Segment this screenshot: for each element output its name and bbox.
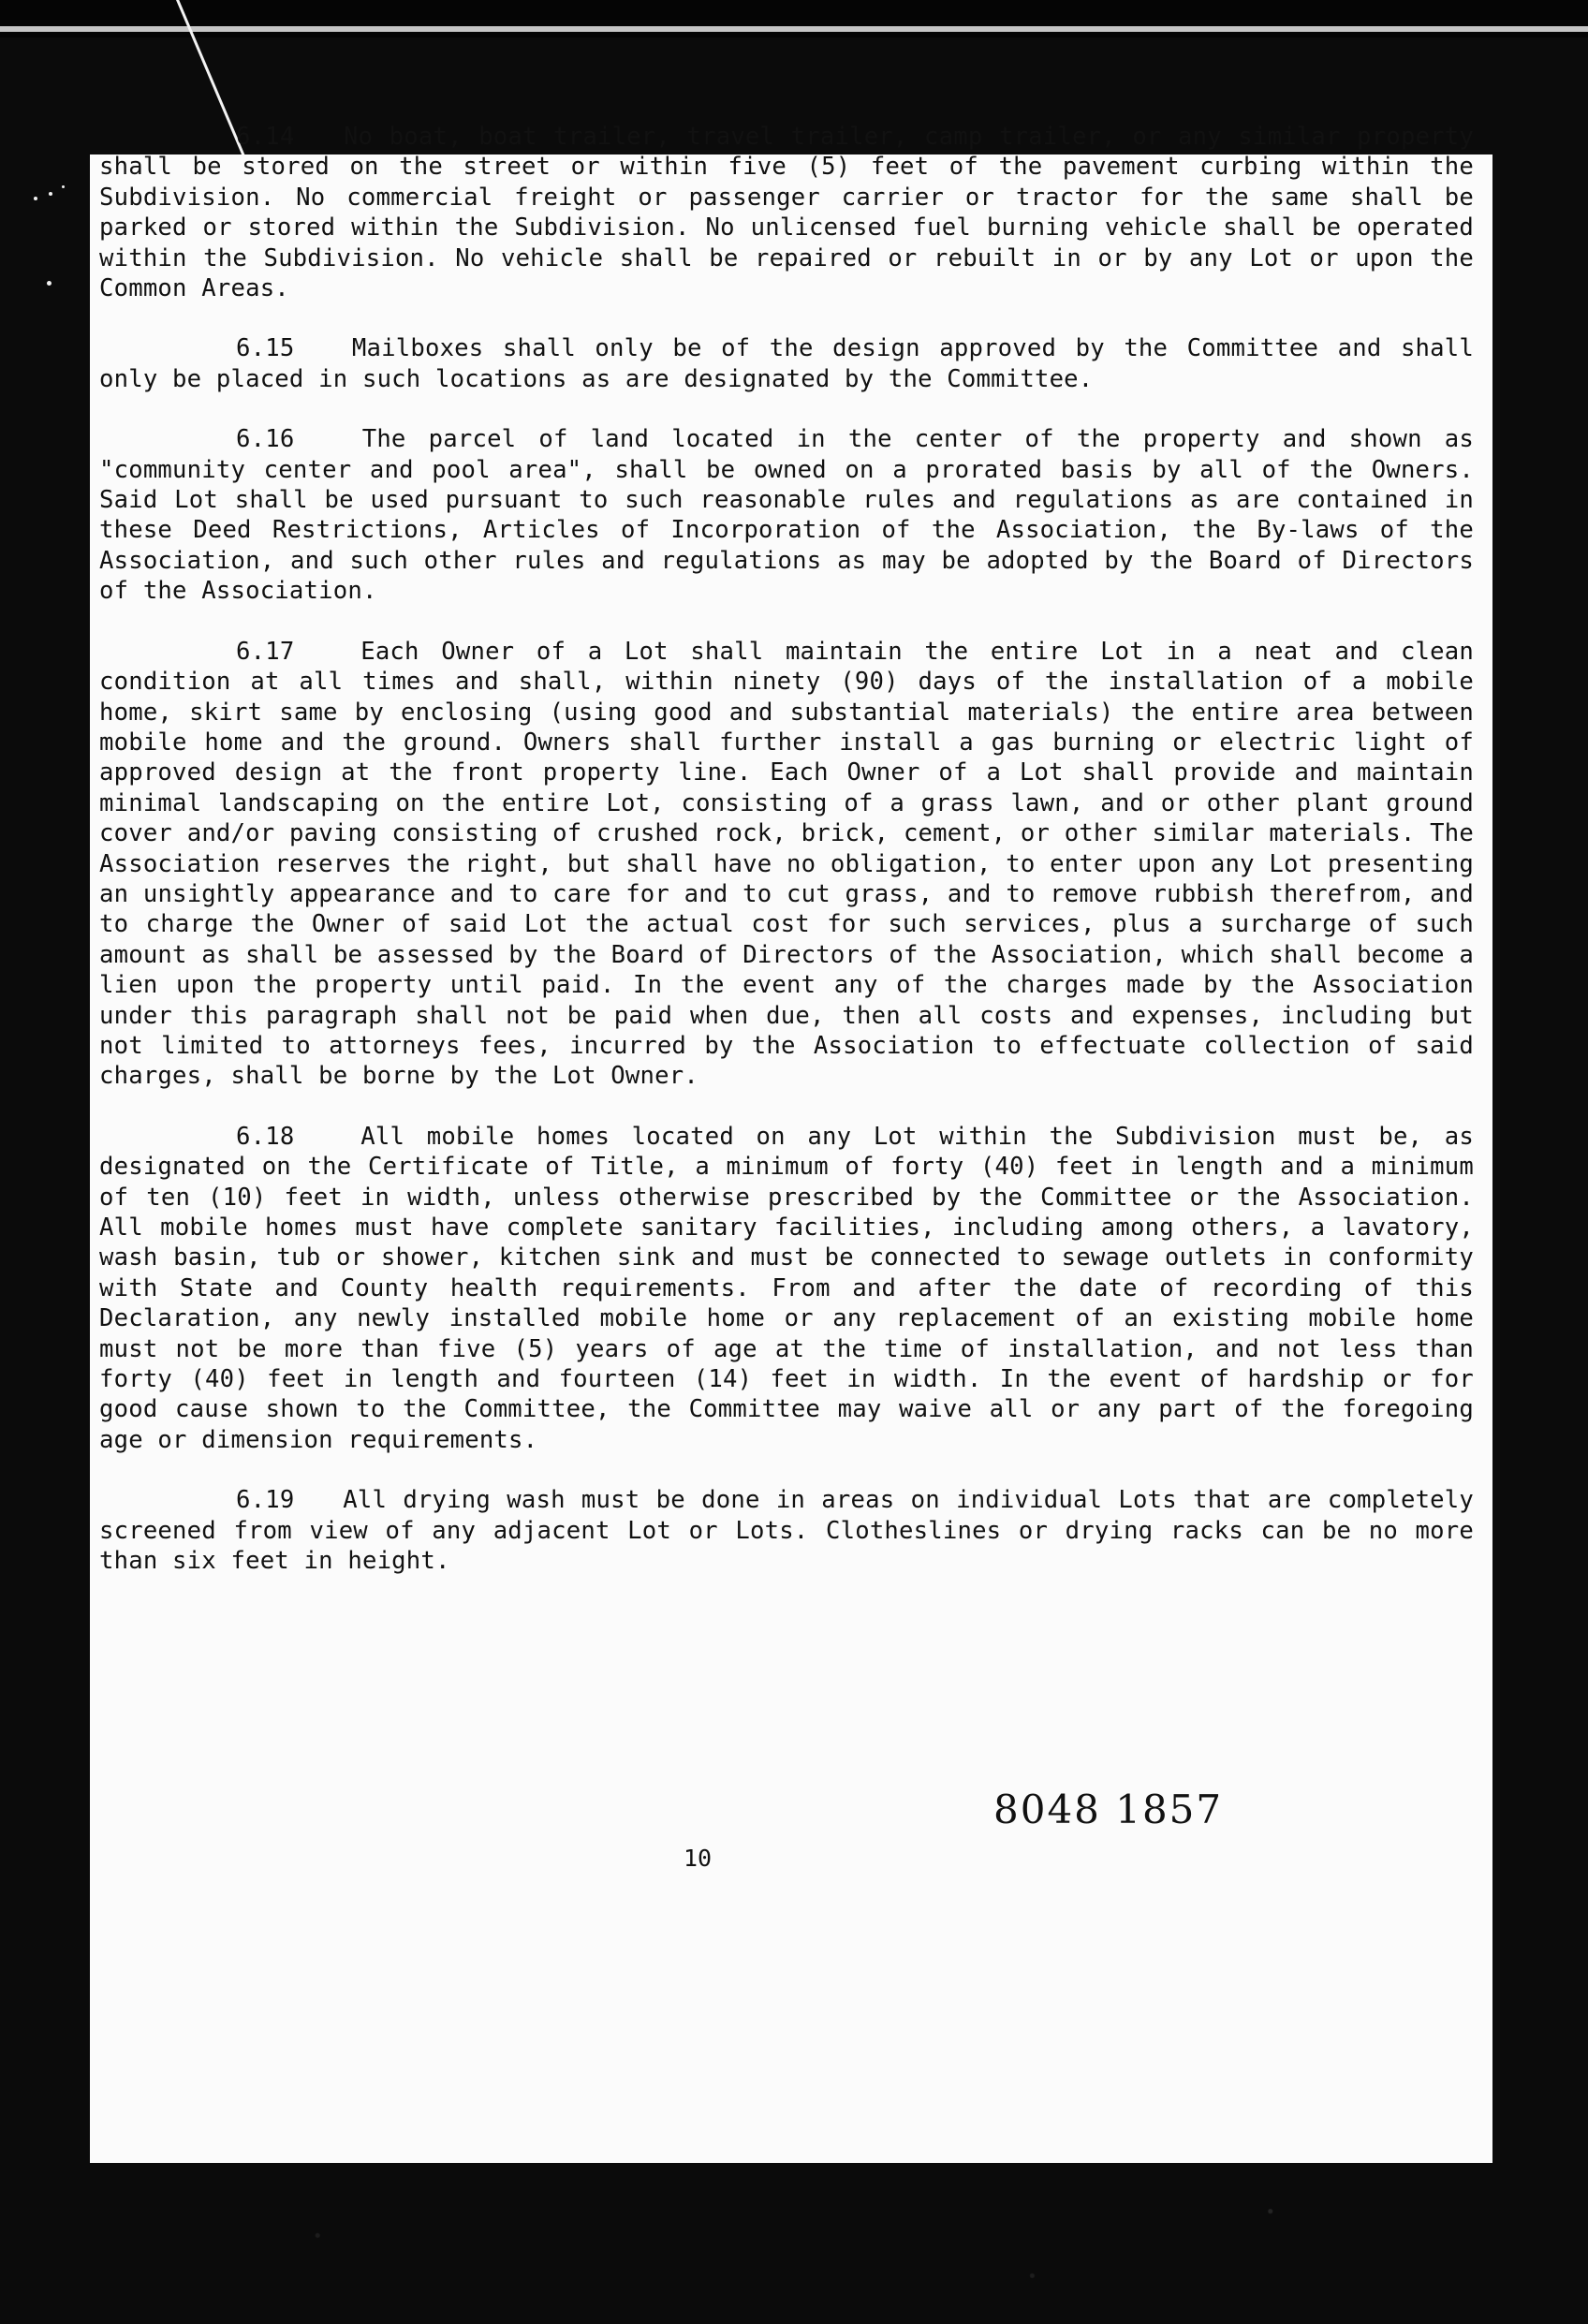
paragraph-6-19: [99, 1485, 1474, 1576]
paragraph-number: 6.16: [236, 425, 295, 454]
paragraph-number: 6.19: [236, 1486, 295, 1515]
paragraph-text: No boat, boat trailer, travel trailer, camp trailer, or any similar property shall be stored on the street or within five (5) feet of the pavement curbing within the Subdivision. No commercial freight or passenger carrier or tractor for the same shall be parked or stored within the Subdivision. No unlicensed fuel burning vehicle shall be operated within the Subdivision. No vehicle shall be repaired or rebuilt in or by any Lot or upon the Common Areas.: [99, 123, 1474, 303]
document-body: [99, 122, 1474, 1606]
recording-number: 8048 1857: [993, 1787, 1224, 1832]
scan-noise-dot: [62, 185, 65, 188]
scan-noise-dot: [34, 197, 37, 200]
paragraph-6-14: [99, 122, 1474, 303]
paragraph-6-15: [99, 333, 1474, 394]
page-number: 10: [684, 1845, 713, 1872]
paragraph-number: 6.14: [236, 123, 295, 151]
scan-noise-dot: [49, 192, 52, 196]
paragraph-text: The parcel of land located in the center of the property and shown as "community center and pool area", shall be owned on a prorated basis by all of the Owners. Said Lot shall be used pursuant to such reasonable rules and regulations as are contained in these Deed Restrictions, Articles of Incorporation of the Association, the By-laws of the Association, and such other rules and regulations as may be adopted by the Board of Directors of the Association.: [99, 425, 1474, 606]
paragraph-text: Each Owner of a Lot shall maintain the entire Lot in a neat and clean condition at all times and shall, within ninety (90) days of the installation of a mobile home, skirt same by enclosing (using good and substantial materials) the entire area between mobile home and the ground. Owners shall further install a gas burning or electric light of approved design at the front property line. Each Owner of a Lot shall provide and maintain minimal landscaping on the entire Lot, consisting of a grass lawn, and or other plant ground cover and/or paving consisting of crushed rock, brick, cement, or other similar materials. The Association reserves the right, but shall have no obligation, to enter upon any Lot presenting an unsightly appearance and to care for and to cut grass, and to remove rubbish therefrom, and to charge the Owner of said Lot the actual cost for such services, plus a surcharge of such amount as shall be assessed by the Board of Directors of the Association, which shall become a lien upon the property until paid. In the event any of the charges made by the Association under this paragraph shall not be paid when due, then all costs and expenses, including but not limited to attorneys fees, incurred by the Association to effectuate collection of said charges, shall be borne by the Lot Owner.: [99, 637, 1474, 1091]
paragraph-6-18: [99, 1122, 1474, 1455]
paragraph-text: Mailboxes shall only be of the design approved by the Committee and shall only be placed in such locations as are designated by the Committee.: [99, 334, 1474, 393]
paragraph-text: All mobile homes located on any Lot within the Subdivision must be, as designated on the Certificate of Title, a minimum of forty (40) feet in length and a minimum of ten (10) feet in width, unless otherwise prescribed by the Committee or the Association. All mobile homes must have complete sanitary facilities, including among others, a lavatory, wash basin, tub or shower, kitchen sink and must be connected to sewage outlets in conformity with State and County health requirements. From and after the date of recording of this Declaration, any newly installed mobile home or any replacement of an existing mobile home must not be more than five (5) years of age at the time of installation, and not less than forty (40) feet in length and fourteen (14) feet in width. In the event of hardship or for good cause shown to the Committee, the Committee may waive all or any part of the foregoing age or dimension requirements.: [99, 1122, 1474, 1454]
scan-top-border: [0, 0, 1588, 37]
paragraph-6-17: [99, 637, 1474, 1092]
scan-noise-dot: [47, 281, 51, 286]
scan-bottom-border: [0, 2163, 1588, 2324]
paragraph-text: All drying wash must be done in areas on individual Lots that are completely screened from view of any adjacent Lot or Lots. Clotheslines or drying racks can be no more than six feet in height.: [99, 1486, 1475, 1576]
paragraph-number: 6.18: [236, 1122, 295, 1151]
scan-top-line: [0, 26, 1588, 32]
paragraph-number: 6.17: [236, 637, 295, 666]
paragraph-number: 6.15: [236, 334, 295, 363]
paragraph-6-16: [99, 424, 1474, 606]
